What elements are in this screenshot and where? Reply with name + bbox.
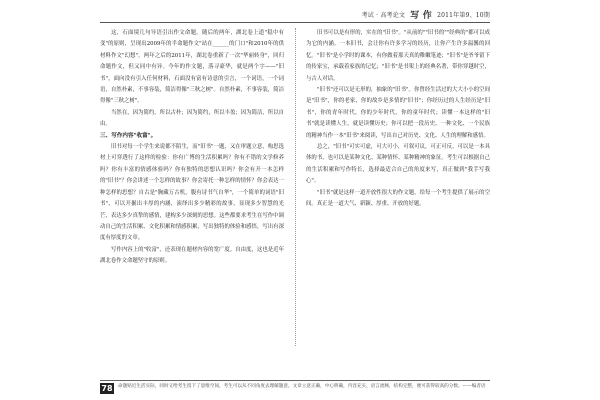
footnote: 命题贴近生活实际，同时又给考生留下了思维空间，考生可以从不同角度去理解题意，文章立意正确，中心明确，内容充实，语言流畅，结构完整，便可获得较高的分数。——编者语 bbox=[118, 384, 486, 389]
left-paragraph-4: 写作内容上的"收富"，还表现在题材内容的宽广度。自由度，这也是近年湖北卷作文命题坚守的原则。 bbox=[100, 246, 284, 265]
document-page bbox=[100, 0, 490, 400]
right-paragraph-4: "旧书"就是这样一道开放性很大的作文题，给每一个考生提供了展示的空间。真正是一道大气、新颖、厚重、开放的好题。 bbox=[306, 189, 490, 208]
header-journal: 考试 · 高考论文 bbox=[361, 12, 406, 19]
right-paragraph-3: 总之，"旧书"可实可虚，可大可小，可叙可议，可正可反。可以是一本具体的书，也可以是某种文化、某种情怀、某种精神的象征。考生可以根据自己的生活积累和写作特长，选择最适合自己的角度来写，真正做到"我手写我心"。 bbox=[306, 144, 490, 185]
header-section-title: 写 作 bbox=[410, 11, 432, 21]
right-paragraph-1: 旧书可以是有形的，实在的"旧书"。"从前的""旧书的""经典的"都可以成为它的内涵。一本旧书，会让你有许多学习的经历，让你产生许多温馨的回忆。"旧书"是小学时的课本，有你做着那天真的稚嫩笔迹；"旧书"是爷爷留下的传家宝，承载着家族的记忆；"旧书"是书架上的经典名著，带你穿越时空，与古人对话。 bbox=[306, 30, 490, 82]
left-paragraph-3: 旧书对每一个学生来说都不陌生，而"旧书"一题，又在审题立意，构思选材上可穿透行了这样的检验：你有广博的生活积累吗？你有不错的文学修养吗？你有丰富的情感体验吗？你有独特的思想认识吗？你会有开一本怎样的"旧书"？你会讲述一个怎样的故事？你会寄托一种怎样的情怀？你会表达一种怎样的思想？自古是"胸藏万古机，腹有诗书气自华"，一个简单的词语"旧书"，可以开掘出丰厚的内涵，演绎出多少精彩的故事，显现多少智慧的光芒，表达多少真挚的感情，建构多少深刻的思想。这些都要求考生在写作中调动自己的生活积累、文化积累和情感积累，写出独特的体验和感悟，写出有深度有厚度的文章。 bbox=[100, 144, 284, 242]
page-header bbox=[100, 2, 490, 24]
page-number: 78 bbox=[101, 384, 113, 393]
header-issue: 2011年第9、10期 bbox=[437, 12, 490, 19]
column-divider bbox=[295, 28, 296, 346]
left-paragraph-2: 当然在，因为简约，所以古朴；因为简约，所以丰盈；因为简洁，所以自由。 bbox=[100, 109, 284, 128]
left-column bbox=[100, 28, 284, 268]
right-column bbox=[306, 28, 490, 211]
section-subheading: 三、写作内容"收富"。 bbox=[100, 132, 157, 139]
left-paragraph-1: 这，石面境几句导语引出作文命题。随后的两年，湖北卷上道"稳中有变"的原则，呈现出2009年的半命题作文"站在______的门口"和2010年的供材料作文"幻想"。两年之后的2011年，湖北卷重新了一次"华丽转身"，回归命题作文，但又同中有异。今年的作文题，落寻豪华，就是两个字——"旧书"，面向没有引入任何材料，石面没有富有诗意的引言，一个词语，一个词语，自然朴素，不事容装，简洁得像"三秋之树"。自然朴素，不事容装，简洁得像"三秋之树"。 bbox=[100, 30, 284, 105]
right-paragraph-2: "旧书"还可以是无形的，抽象的"旧书"。你曾经生活过的大大小小的空间是"旧书"，你的老家，你的故乡是多情的"旧书"；你经历过的人生经历是"旧书"，你的青年时代，你的少年时代，你的童年时代；读懂一本这样的"旧书"就是读懂人生，就是读懂历史；你可以把一段历史、一种文化、一个民族的精神当作一本"旧书"来阅读，写出自己对历史、文化、人生的理解和感悟。 bbox=[306, 87, 490, 139]
footer-rule bbox=[100, 380, 490, 381]
header-text bbox=[362, 8, 490, 21]
header-rule bbox=[100, 22, 490, 23]
